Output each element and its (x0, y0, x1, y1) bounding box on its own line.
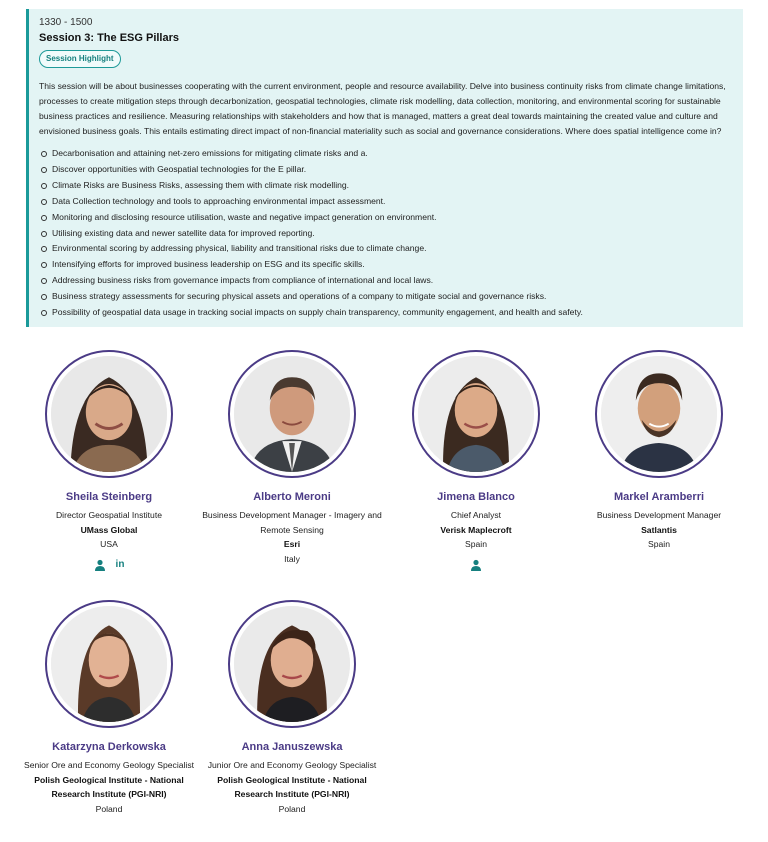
speaker-org: Polish Geological Institute - National Research Institute (PGI-NRI) (34, 774, 184, 800)
speaker-links (17, 558, 201, 572)
speaker-role: Business Development Manager - Imagery and Remote Sensing (202, 510, 382, 535)
speaker-role: Director Geospatial Institute (55, 510, 163, 520)
speaker-name[interactable]: Jimena Blanco (437, 491, 515, 503)
session-title: Session 3: The ESG Pillars (39, 32, 179, 44)
topic-item: Environmental scoring by addressing physical, liability and transitional risks due to climate change. (39, 241, 733, 257)
topic-item: Decarbonisation and attaining net-zero emissions for mitigating climate risks and a. (39, 146, 733, 162)
speaker-role: Senior Ore and Economy Geology Specialist (23, 760, 195, 770)
topic-item: Intensifying efforts for improved business leadership on ESG and its specific skills. (39, 257, 733, 273)
speaker-name[interactable]: Sheila Steinberg (65, 491, 153, 503)
speaker-org: UMass Global (80, 524, 138, 535)
speaker-photo[interactable] (228, 350, 356, 478)
portrait-image (234, 606, 350, 722)
topic-item: Climate Risks are Business Risks, assessing them with climate risk modelling. (39, 178, 733, 194)
speaker-card (17, 350, 201, 572)
speaker-card (567, 350, 751, 552)
speaker-org: Esri (283, 539, 301, 550)
speaker-card (384, 350, 568, 572)
profile-icon[interactable] (470, 559, 482, 571)
portrait-image (234, 356, 350, 472)
speaker-role: Business Development Manager (596, 510, 722, 520)
speaker-card (200, 600, 384, 816)
portrait-image (601, 356, 717, 472)
topic-item: Possibility of geospatial data usage in tracking social impacts on supply chain transparency, community engagement, and health and safety. (39, 305, 733, 321)
speaker-role: Junior Ore and Economy Geology Specialist (207, 760, 377, 770)
topic-item: Monitoring and disclosing resource utilisation, waste and negative impact generation on environment. (39, 210, 733, 226)
topic-item: Data Collection technology and tools to approaching environmental impact assessment. (39, 194, 733, 210)
speaker-links (384, 558, 568, 572)
speaker-name[interactable]: Markel Aramberri (613, 491, 705, 503)
speaker-card (17, 600, 201, 816)
speaker-country: Italy (284, 553, 300, 564)
speaker-photo[interactable] (228, 600, 356, 728)
speaker-role: Chief Analyst (450, 510, 502, 520)
topic-item: Utilising existing data and newer satellite data for improved reporting. (39, 226, 733, 242)
speaker-country: Spain (648, 539, 670, 550)
session-highlight-badge: Session Highlight (39, 50, 121, 68)
session-time: 1330 - 1500 (39, 17, 93, 28)
speaker-org: Polish Geological Institute - National Research Institute (PGI-NRI) (217, 774, 367, 800)
portrait-image (418, 356, 534, 472)
portrait-image (51, 356, 167, 472)
speaker-country: Poland (278, 803, 306, 814)
profile-icon[interactable] (94, 559, 106, 571)
speaker-org: Satlantis (641, 524, 677, 535)
speaker-photo[interactable] (412, 350, 540, 478)
topic-item: Discover opportunities with Geospatial technologies for the E pillar. (39, 162, 733, 178)
speaker-photo[interactable] (45, 350, 173, 478)
speaker-name[interactable]: Anna Januszewska (241, 741, 343, 753)
speaker-org: Verisk Maplecroft (440, 524, 512, 535)
portrait-image (51, 606, 167, 722)
speaker-country: Spain (465, 539, 487, 550)
speaker-name[interactable]: Alberto Meroni (253, 491, 331, 503)
session-description: This session will be about businesses cooperating with the current environment, people and resource availability. Delve into business continuity risks from climate change limitations, processes to create mitigation steps through decarbonization, geospatial technologies, climate risk modelling, data collection, monitoring, and environmental scoring for sustainable business practices and resilience. Measuring relationships with stakeholders and how that is managed, matters a great deal towards maintaining the created value and culture and envisioned business goals. This entails estimating direct impact of non-financial materiality such as social and governance considerations. Where does spatial intelligence come in? (39, 81, 726, 136)
session-panel (26, 9, 743, 327)
speaker-photo[interactable] (595, 350, 723, 478)
speaker-name[interactable]: Katarzyna Derkowska (52, 741, 166, 753)
session-topics (39, 146, 733, 321)
speaker-country: USA (100, 539, 118, 550)
speaker-card (200, 350, 384, 566)
topic-item: Business strategy assessments for securing physical assets and operations of a company to mitigate social and governance risks. (39, 289, 733, 305)
topic-item: Addressing business risks from governance impacts from compliance of international and local laws. (39, 273, 733, 289)
linkedin-icon[interactable]: in (115, 558, 125, 570)
speaker-country: Poland (95, 803, 123, 814)
speaker-photo[interactable] (45, 600, 173, 728)
